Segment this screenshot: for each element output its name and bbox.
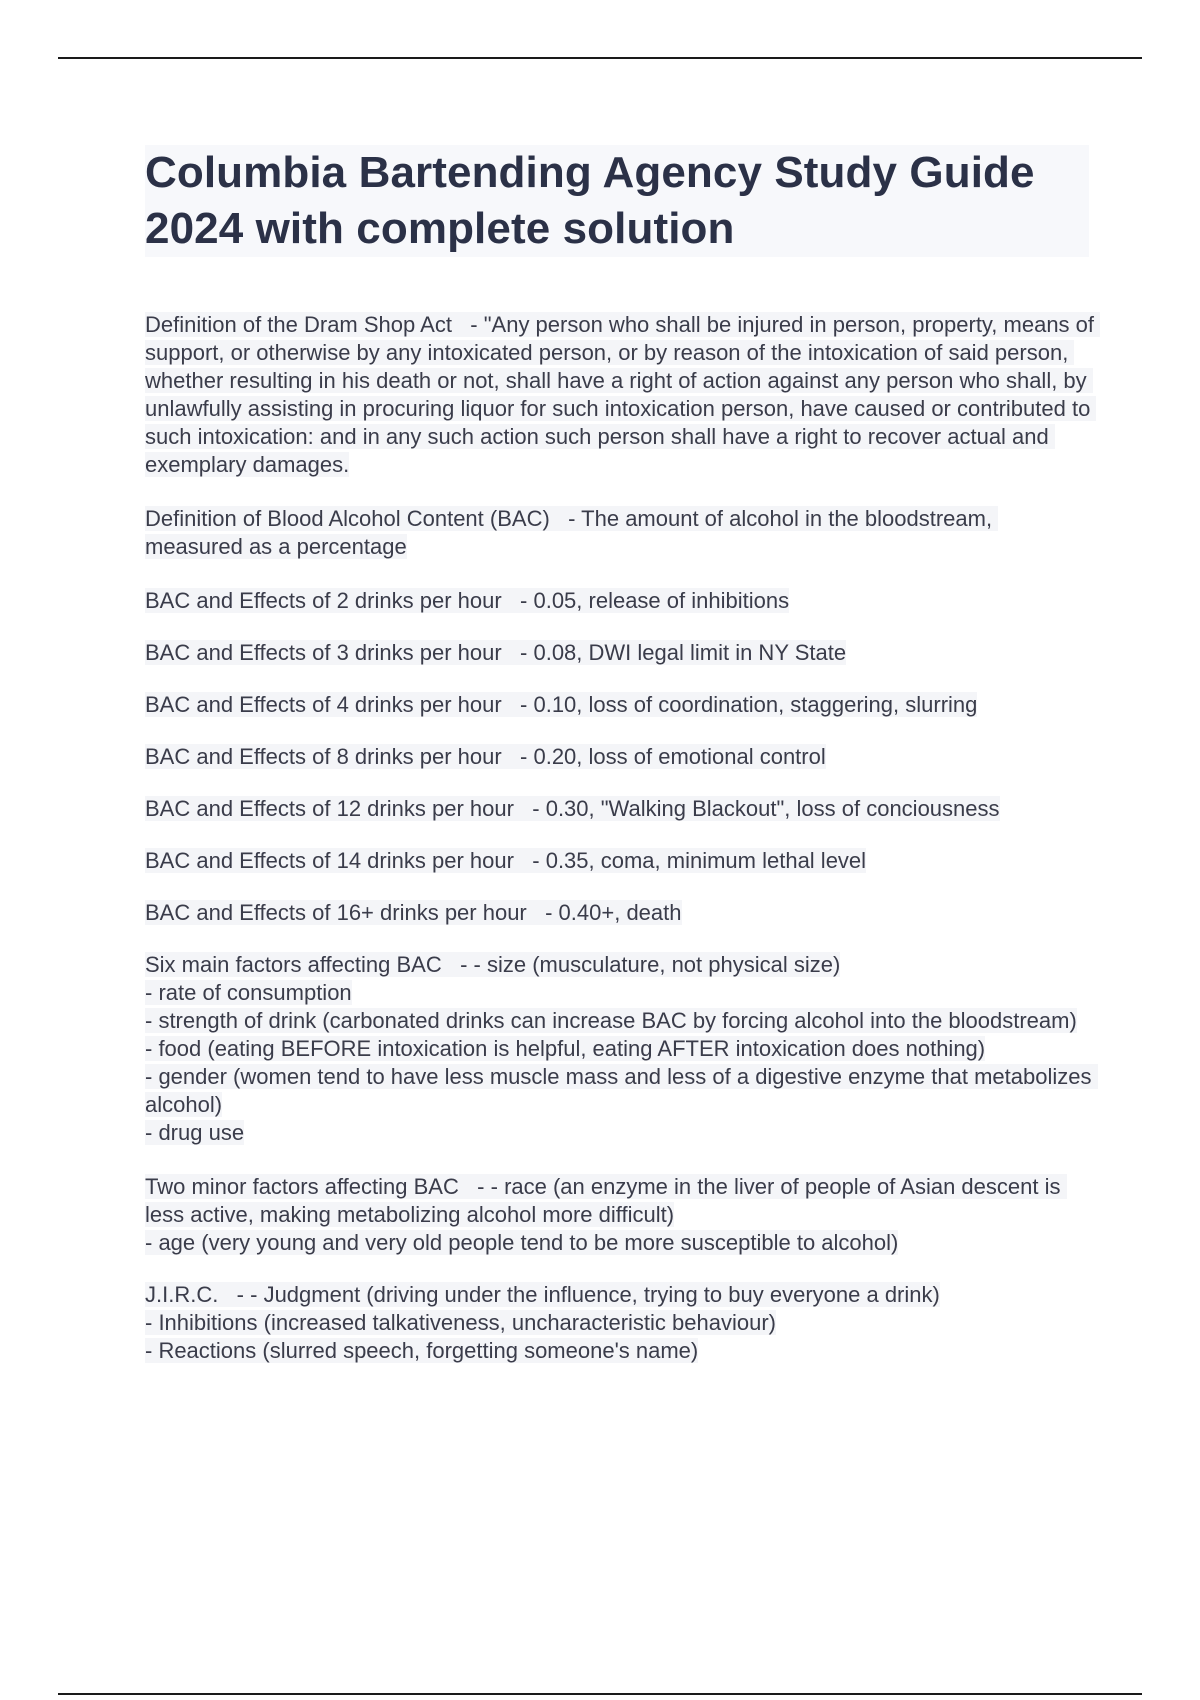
qa-answer: 0.08, DWI legal limit in NY State <box>533 640 847 665</box>
qa-answer: - size (musculature, not physical size) - rate of consumption - strength of drink (carbonated drinks can increase BAC by forcing alcohol into the bloodstream) - food (eating BEFORE intoxication is helpful, eating AFTER intoxication does nothing) - gender (women tend to have less muscle mass and less of a digestive enzyme that metabolizes alcohol) - drug use <box>145 952 1092 1145</box>
qa-item: BAC and Effects of 4 drinks per hour - 0.10, loss of coordination, staggering, slurring <box>145 692 978 717</box>
qa-answer: 0.10, loss of coordination, staggering, slurring <box>533 692 978 717</box>
qa-term: Definition of the Dram Shop Act <box>145 312 452 337</box>
qa-term: Two minor factors affecting BAC <box>145 1174 459 1199</box>
qa-item: BAC and Effects of 2 drinks per hour - 0.05, release of inhibitions <box>145 588 790 613</box>
qa-item: BAC and Effects of 3 drinks per hour - 0.08, DWI legal limit in NY State <box>145 640 847 665</box>
qa-item: J.I.R.C. - - Judgment (driving under the influence, trying to buy everyone a drink) - Inhibitions (increased talkativeness, uncharacteristic behaviour) - Reactions (slurred speech, forgetting someone's name) <box>145 1282 940 1363</box>
qa-answer: The amount of alcohol in the bloodstream, measured as a percentage <box>145 506 999 559</box>
title-block <box>145 145 1089 257</box>
qa-item: BAC and Effects of 12 drinks per hour - 0.30, "Walking Blackout", loss of conciousness <box>145 796 1000 821</box>
qa-answer: "Any person who shall be injured in person, property, means of support, or otherwise by any intoxicated person, or by reason of the intoxication of said person, whether resulting in his death or not, shall have a right of action against any person who shall, by unlawfully assisting in procuring liquor for such intoxication person, have caused or contributed to such intoxication: and in any such action such person shall have a right to recover actual and exemplary damages. <box>145 312 1101 477</box>
qa-item: Definition of Blood Alcohol Content (BAC) - The amount of alcohol in the bloodstream, measured as a percentage <box>145 506 999 559</box>
qa-term: BAC and Effects of 2 drinks per hour <box>145 588 502 613</box>
qa-item: Two minor factors affecting BAC - - race (an enzyme in the liver of people of Asian descent is less active, making metabolizing alcohol more difficult) - age (very young and very old people tend to be more susceptible to alcohol) <box>145 1173 1095 1257</box>
qa-answer: 0.35, coma, minimum lethal level <box>545 848 867 873</box>
qa-term: Definition of Blood Alcohol Content (BAC) <box>145 506 550 531</box>
qa-term: BAC and Effects of 3 drinks per hour <box>145 640 502 665</box>
qa-term: BAC and Effects of 12 drinks per hour <box>145 796 514 821</box>
qa-answer: - Judgment (driving under the influence, trying to buy everyone a drink) - Inhibitions (increased talkativeness, uncharacteristic behaviour) - Reactions (slurred speech, forgetting someone's name) <box>145 1282 940 1363</box>
qa-answer: 0.30, "Walking Blackout", loss of conciousness <box>545 796 1000 821</box>
qa-item: BAC and Effects of 8 drinks per hour - 0.20, loss of emotional control <box>145 744 826 769</box>
qa-term: J.I.R.C. <box>145 1282 219 1307</box>
qa-answer: 0.40+, death <box>558 900 682 925</box>
qa-answer: 0.20, loss of emotional control <box>533 744 826 769</box>
qa-term: BAC and Effects of 4 drinks per hour <box>145 692 502 717</box>
qa-answer: - race (an enzyme in the liver of people of Asian descent is less active, making metabolizing alcohol more difficult) - age (very young and very old people tend to be more susceptible to alcohol) <box>145 1174 1061 1255</box>
qa-list <box>145 311 1101 1365</box>
qa-term: BAC and Effects of 16+ drinks per hour <box>145 900 527 925</box>
qa-item: Definition of the Dram Shop Act - "Any person who shall be injured in person, property, means of support, or otherwise by any intoxicated person, or by reason of the intoxication of said person, whether resulting in his death or not, shall have a right of action against any person who shall, by unlawfully assisting in procuring liquor for such intoxication person, have caused or contributed to such intoxication: and in any such action such person shall have a right to recover actual and exemplary damages. <box>145 312 1101 477</box>
qa-item: Six main factors affecting BAC - - size (musculature, not physical size) - rate of consumption - strength of drink (carbonated drinks can increase BAC by forcing alcohol into the bloodstream) - food (eating BEFORE intoxication is helpful, eating AFTER intoxication does nothing) - gender (women tend to have less muscle mass and less of a digestive enzyme that metabolizes alcohol) - drug use <box>145 951 1095 1147</box>
qa-term: BAC and Effects of 14 drinks per hour <box>145 848 514 873</box>
document-title: Columbia Bartending Agency Study Guide 2024 with complete solution <box>145 148 1035 253</box>
top-rule <box>58 57 1142 59</box>
qa-term: BAC and Effects of 8 drinks per hour <box>145 744 502 769</box>
qa-item: BAC and Effects of 14 drinks per hour - 0.35, coma, minimum lethal level <box>145 848 867 873</box>
bottom-rule <box>58 1693 1142 1695</box>
qa-item: BAC and Effects of 16+ drinks per hour - 0.40+, death <box>145 900 682 925</box>
qa-term: Six main factors affecting BAC <box>145 952 442 977</box>
qa-answer: 0.05, release of inhibitions <box>533 588 790 613</box>
